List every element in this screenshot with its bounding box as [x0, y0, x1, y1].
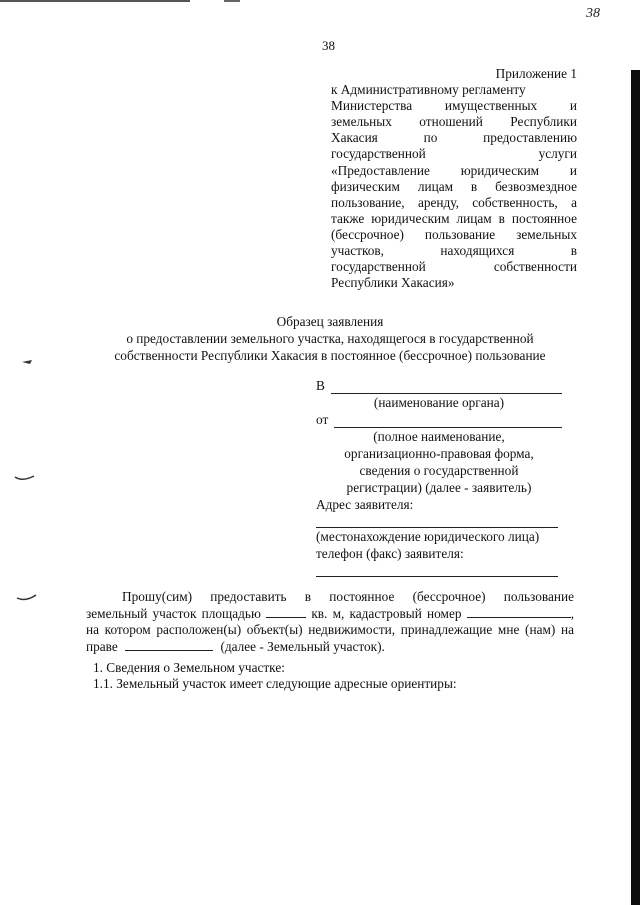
appendix-line: участков, находящихся в — [331, 243, 577, 259]
request-text: земельный участок площадью — [86, 606, 261, 622]
section-heading: 1. Сведения о Земельном участке: — [93, 660, 285, 675]
appendix-header — [331, 66, 577, 291]
scan-artifact-icon — [20, 356, 42, 368]
scan-border — [631, 70, 640, 905]
scan-edge-line — [0, 0, 190, 2]
appendix-line: Приложение 1 — [495, 66, 577, 81]
scan-artifact-icon — [16, 592, 38, 604]
page-number: 38 — [322, 38, 335, 53]
request-line — [86, 589, 574, 605]
address-hint: (местонахождение юридического лица) — [316, 529, 540, 544]
request-line — [86, 605, 574, 621]
appendix-line: Хакасия по предоставлению — [331, 130, 577, 146]
scan-edge-line — [224, 0, 240, 2]
appendix-line: пользование, аренду, собственность, а — [331, 194, 577, 210]
request-text: (далее - Земельный участок). — [220, 638, 385, 654]
organ-name-field[interactable] — [331, 381, 562, 394]
appendix-line: также юридическим лицам в постоянное — [331, 210, 577, 226]
from-label: от — [316, 412, 329, 427]
request-line — [86, 622, 574, 638]
to-row — [316, 377, 562, 394]
to-hint: (наименование органа) — [373, 395, 505, 410]
scan-artifact-icon — [14, 474, 36, 486]
document-title: Образец заявления — [276, 314, 384, 329]
appendix-line: «Предоставление юридическим и — [331, 162, 577, 178]
document-subtitle: о предоставлении земельного участка, находящегося в государственной — [126, 331, 534, 346]
appendix-line: государственной собственности — [331, 259, 577, 275]
phone-label: телефон (факс) заявителя: — [316, 546, 464, 561]
from-hint: организационно-правовая форма, — [344, 446, 534, 461]
request-text: , — [570, 606, 575, 622]
appendix-line: Республики Хакасия» — [331, 275, 455, 291]
appendix-line: Министерства имущественных и — [331, 98, 577, 114]
request-text: кв. м, кадастровый номер — [311, 606, 462, 622]
request-text: праве — [86, 638, 118, 654]
appendix-line: земельных отношений Республики — [331, 114, 577, 130]
document-subtitle: собственности Республики Хакасия в постоянное (бессрочное) пользование — [114, 348, 546, 363]
from-hint: сведения о государственной — [359, 463, 519, 478]
appendix-line: (бессрочное) пользование земельных — [331, 226, 577, 242]
to-label: В — [316, 378, 325, 393]
section-heading: 1.1. Земельный участок имеет следующие адресные ориентиры: — [93, 676, 457, 691]
from-hint: (полное наименование, — [373, 429, 505, 444]
from-row — [316, 411, 562, 428]
appendix-line: к Административному регламенту — [331, 82, 526, 98]
cadastral-number-field[interactable] — [467, 605, 571, 618]
request-text: на котором расположен(ы) объект(ы) недвижимости, принадлежащие мне (нам) на — [86, 621, 574, 637]
appendix-line: государственной услуги — [331, 146, 577, 162]
address-field[interactable] — [316, 513, 558, 528]
appendix-line: физическим лицам в безвозмездное — [331, 178, 577, 194]
request-paragraph — [86, 589, 574, 654]
phone-field[interactable] — [316, 562, 558, 577]
request-text: Прошу(сим) предоставить в постоянное (бессрочное) пользование — [122, 589, 574, 604]
address-label: Адрес заявителя: — [316, 497, 414, 512]
area-field[interactable] — [266, 605, 306, 618]
applicant-name-field[interactable] — [334, 415, 562, 428]
right-type-field[interactable] — [125, 638, 213, 651]
handwritten-page-mark: 38 — [586, 6, 600, 21]
request-line — [86, 638, 574, 654]
addressee-block — [316, 377, 562, 577]
from-hint: регистрации) (далее - заявитель) — [346, 480, 532, 495]
